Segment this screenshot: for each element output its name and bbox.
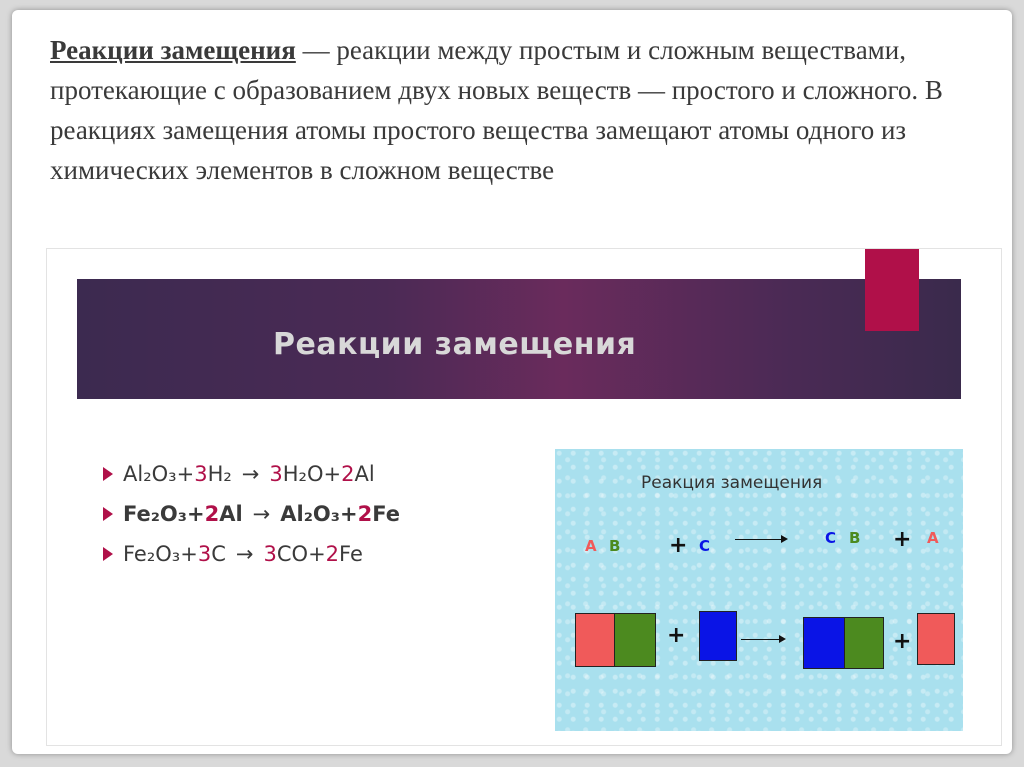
block-a bbox=[575, 613, 615, 667]
block-b bbox=[844, 617, 884, 669]
diagram-letter-a: A bbox=[927, 529, 939, 547]
diagram-plus: + bbox=[893, 629, 912, 654]
eq-plus: + bbox=[323, 462, 342, 486]
intro-term: Реакции замещения bbox=[50, 35, 296, 65]
eq-reactant: Fe₂O₃ bbox=[123, 502, 187, 526]
eq-coefficient: 3 bbox=[269, 462, 283, 486]
eq-coefficient: 3 bbox=[263, 542, 277, 566]
diagram-plus: + bbox=[667, 623, 686, 648]
accent-tab bbox=[865, 249, 919, 331]
eq-coefficient: 2 bbox=[357, 502, 373, 526]
bullet-triangle-icon bbox=[103, 547, 113, 561]
slide-banner bbox=[77, 279, 961, 399]
eq-coefficient: 2 bbox=[325, 542, 340, 566]
diagram-title: Реакция замещения bbox=[641, 473, 823, 493]
diagram-letter-a: A bbox=[585, 537, 597, 555]
block-b bbox=[614, 613, 656, 667]
eq-product: H₂O bbox=[282, 462, 324, 486]
bullet-triangle-icon bbox=[103, 507, 113, 521]
eq-arrow: → bbox=[252, 502, 271, 526]
bullet-triangle-icon bbox=[103, 467, 113, 481]
diagram-plus: + bbox=[893, 527, 912, 552]
eq-plus: + bbox=[308, 542, 326, 566]
banner-title: Реакции замещения bbox=[273, 327, 637, 362]
diagram-letter-c: C bbox=[825, 529, 837, 547]
eq-arrow: → bbox=[241, 462, 260, 486]
intro-dash: — bbox=[295, 35, 337, 65]
eq-reactant: Fe₂O₃ bbox=[123, 542, 181, 566]
eq-product: Fe bbox=[372, 502, 400, 526]
equation-row bbox=[103, 454, 400, 494]
eq-reactant: Al₂O₃ bbox=[123, 462, 177, 486]
diagram-arrow-line bbox=[735, 539, 783, 540]
block-c bbox=[803, 617, 845, 669]
diagram-arrow-head-icon bbox=[781, 535, 788, 543]
eq-product: Al bbox=[354, 462, 375, 486]
eq-coefficient: 2 bbox=[341, 462, 355, 486]
diagram-plus: + bbox=[669, 533, 688, 558]
eq-coefficient: 2 bbox=[204, 502, 220, 526]
diagram-letter-b: B bbox=[609, 537, 621, 555]
intro-paragraph bbox=[50, 30, 990, 190]
diagram-letter-b: B bbox=[849, 529, 861, 547]
eq-product: Fe bbox=[339, 542, 363, 566]
block-c bbox=[699, 611, 737, 661]
eq-coefficient: 3 bbox=[197, 542, 212, 566]
intro-text: реакции между простым и сложным веществами, протекающие с образованием двух новых веществ — простого и сложного. В реакциях замещения атомы простого вещества замещают атомы одного из химических элементов в сложном веществе bbox=[50, 35, 943, 185]
eq-coefficient: 3 bbox=[194, 462, 208, 486]
equation-row bbox=[103, 534, 400, 574]
eq-arrow: → bbox=[235, 542, 254, 566]
eq-plus: + bbox=[186, 502, 205, 526]
eq-plus: + bbox=[180, 542, 198, 566]
diagram-arrow-head-icon bbox=[779, 635, 786, 643]
diagram-arrow-line bbox=[741, 639, 781, 640]
block-a bbox=[917, 613, 955, 665]
substitution-diagram bbox=[555, 449, 963, 731]
eq-plus: + bbox=[339, 502, 358, 526]
eq-reactant: C bbox=[211, 542, 226, 566]
slide bbox=[12, 10, 1012, 754]
equation-list bbox=[103, 454, 400, 574]
diagram-letter-c: C bbox=[699, 537, 711, 555]
equation-row bbox=[103, 494, 400, 534]
embedded-slide bbox=[46, 248, 1002, 746]
eq-product: Al₂O₃ bbox=[280, 502, 340, 526]
eq-reactant: H₂ bbox=[207, 462, 232, 486]
eq-reactant: Al bbox=[219, 502, 243, 526]
eq-plus: + bbox=[176, 462, 195, 486]
eq-product: CO bbox=[276, 542, 309, 566]
